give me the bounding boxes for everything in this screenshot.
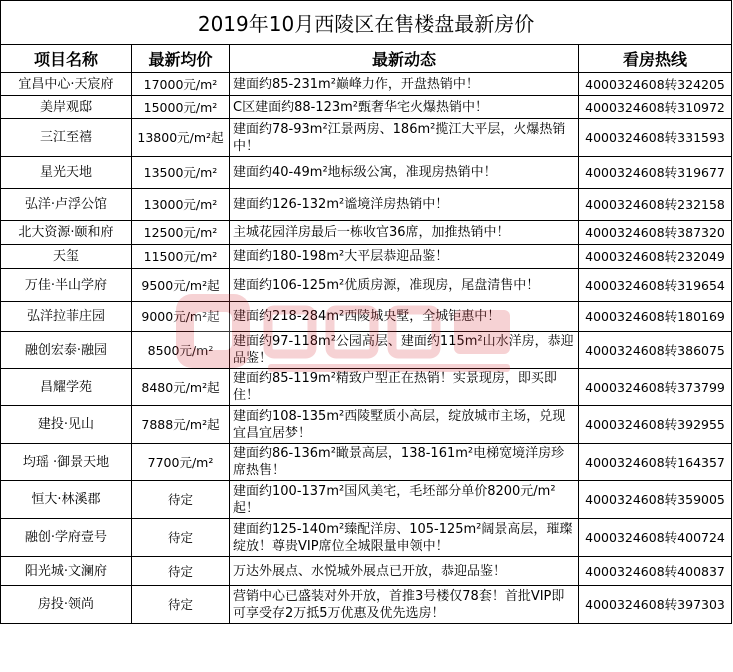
hotline-cell: 4000324608转387320 bbox=[579, 221, 732, 245]
news-cell: 建面约180-198m²大平层恭迎品鉴！ bbox=[230, 245, 579, 269]
hotline-cell: 4000324608转397303 bbox=[579, 586, 732, 624]
project-name-cell: 融创·学府壹号 bbox=[1, 519, 132, 557]
price-cell: 13000元/m² bbox=[132, 189, 230, 221]
price-cell: 17000元/m² bbox=[132, 73, 230, 96]
price-cell: 7888元/m²起 bbox=[132, 406, 230, 444]
news-cell: 建面约108-135m²西陵墅质小高层，绽放城市主场，兑现宜昌宜居梦！ bbox=[230, 406, 579, 444]
table-row bbox=[1, 302, 732, 332]
project-name-cell: 建投·见山 bbox=[1, 406, 132, 444]
price-cell: 7700元/m² bbox=[132, 444, 230, 481]
hotline-cell: 4000324608转232158 bbox=[579, 189, 732, 221]
project-name-cell: 均瑶 ·御景天地 bbox=[1, 444, 132, 481]
project-name-cell: 万佳·半山学府 bbox=[1, 269, 132, 302]
hotline-cell: 4000324608转180169 bbox=[579, 302, 732, 332]
table-row bbox=[1, 481, 732, 519]
news-cell: 建面约78-93m²江景两房、186m²揽江大平层，火爆热销中！ bbox=[230, 119, 579, 157]
hotline-cell: 4000324608转400724 bbox=[579, 519, 732, 557]
price-cell: 8500元/m² bbox=[132, 332, 230, 369]
table-row bbox=[1, 73, 732, 96]
hotline-cell: 4000324608转232049 bbox=[579, 245, 732, 269]
project-name-cell: 三江至禧 bbox=[1, 119, 132, 157]
news-cell: 建面约125-140m²臻配洋房、105-125m²阔景高层，璀璨绽放！尊贵VIP席位全城限量申领中！ bbox=[230, 519, 579, 557]
hotline-cell: 4000324608转359005 bbox=[579, 481, 732, 519]
news-cell: 主城花园洋房最后一栋收官36席，加推热销中！ bbox=[230, 221, 579, 245]
table-body bbox=[1, 73, 732, 624]
news-cell: 建面约85-119m²精致户型正在热销！实景现房，即买即住！ bbox=[230, 369, 579, 406]
header-news: 最新动态 bbox=[230, 45, 579, 73]
title-row bbox=[1, 1, 732, 45]
table-row bbox=[1, 369, 732, 406]
project-name-cell: 恒大·林溪郡 bbox=[1, 481, 132, 519]
project-name-cell: 阳光城·文澜府 bbox=[1, 557, 132, 586]
table-row bbox=[1, 221, 732, 245]
project-name-cell: 星光天地 bbox=[1, 157, 132, 189]
project-name-cell: 美岸观邸 bbox=[1, 96, 132, 119]
news-cell: 建面约218-284m²西陵城央墅，全城钜惠中！ bbox=[230, 302, 579, 332]
table-row bbox=[1, 519, 732, 557]
news-cell: 万达外展点、水悦城外展点已开放，恭迎品鉴！ bbox=[230, 557, 579, 586]
header-hotline: 看房热线 bbox=[579, 45, 732, 73]
table-title: 2019年10月西陵区在售楼盘最新房价 bbox=[1, 1, 732, 45]
table-row bbox=[1, 586, 732, 624]
header-price: 最新均价 bbox=[132, 45, 230, 73]
price-cell: 15000元/m² bbox=[132, 96, 230, 119]
hotline-cell: 4000324608转324205 bbox=[579, 73, 732, 96]
project-name-cell: 宜昌中心·天宸府 bbox=[1, 73, 132, 96]
project-name-cell: 融创宏泰·融园 bbox=[1, 332, 132, 369]
hotline-cell: 4000324608转164357 bbox=[579, 444, 732, 481]
price-cell: 8480元/m²起 bbox=[132, 369, 230, 406]
hotline-cell: 4000324608转319677 bbox=[579, 157, 732, 189]
hotline-cell: 4000324608转392955 bbox=[579, 406, 732, 444]
price-cell: 待定 bbox=[132, 557, 230, 586]
hotline-cell: 4000324608转373799 bbox=[579, 369, 732, 406]
news-cell: 建面约97-118m²公园高层、建面约115m²山水洋房，恭迎品鉴！ bbox=[230, 332, 579, 369]
price-cell: 待定 bbox=[132, 481, 230, 519]
news-cell: 营销中心已盛装对外开放，首推3号楼仅78套！首批VIP即可享受存2万抵5万优惠及优先选房！ bbox=[230, 586, 579, 624]
price-cell: 13500元/m² bbox=[132, 157, 230, 189]
price-cell: 9000元/m²起 bbox=[132, 302, 230, 332]
table-row bbox=[1, 189, 732, 221]
table-row bbox=[1, 332, 732, 369]
hotline-cell: 4000324608转331593 bbox=[579, 119, 732, 157]
table-row bbox=[1, 444, 732, 481]
table-row bbox=[1, 269, 732, 302]
project-name-cell: 昌耀学苑 bbox=[1, 369, 132, 406]
hotline-cell: 4000324608转386075 bbox=[579, 332, 732, 369]
price-cell: 待定 bbox=[132, 519, 230, 557]
hotline-cell: 4000324608转310972 bbox=[579, 96, 732, 119]
price-cell: 9500元/m²起 bbox=[132, 269, 230, 302]
project-name-cell: 北大资源·颐和府 bbox=[1, 221, 132, 245]
news-cell: C区建面约88-123m²甄奢华宅火爆热销中！ bbox=[230, 96, 579, 119]
price-cell: 待定 bbox=[132, 586, 230, 624]
project-name-cell: 弘洋拉菲庄园 bbox=[1, 302, 132, 332]
table-row bbox=[1, 119, 732, 157]
table-row bbox=[1, 96, 732, 119]
news-cell: 建面约40-49m²地标级公寓，准现房热销中！ bbox=[230, 157, 579, 189]
price-cell: 13800元/m²起 bbox=[132, 119, 230, 157]
table-row bbox=[1, 157, 732, 189]
table-row bbox=[1, 406, 732, 444]
header-name: 项目名称 bbox=[1, 45, 132, 73]
project-name-cell: 弘洋·卢浮公馆 bbox=[1, 189, 132, 221]
news-cell: 建面约106-125m²优质房源，准现房，尾盘清售中！ bbox=[230, 269, 579, 302]
hotline-cell: 4000324608转400837 bbox=[579, 557, 732, 586]
news-cell: 建面约86-136m²瞰景高层，138-161m²电梯宽境洋房珍席热售！ bbox=[230, 444, 579, 481]
table-row bbox=[1, 245, 732, 269]
price-cell: 12500元/m² bbox=[132, 221, 230, 245]
header-row bbox=[1, 45, 732, 73]
news-cell: 建面约100-137m²国风美宅，毛坯部分单价8200元/m²起！ bbox=[230, 481, 579, 519]
price-cell: 11500元/m² bbox=[132, 245, 230, 269]
project-name-cell: 房投·领尚 bbox=[1, 586, 132, 624]
table-row bbox=[1, 557, 732, 586]
project-name-cell: 天玺 bbox=[1, 245, 132, 269]
hotline-cell: 4000324608转319654 bbox=[579, 269, 732, 302]
news-cell: 建面约126-132m²谧境洋房热销中！ bbox=[230, 189, 579, 221]
news-cell: 建面约85-231m²巅峰力作，开盘热销中！ bbox=[230, 73, 579, 96]
